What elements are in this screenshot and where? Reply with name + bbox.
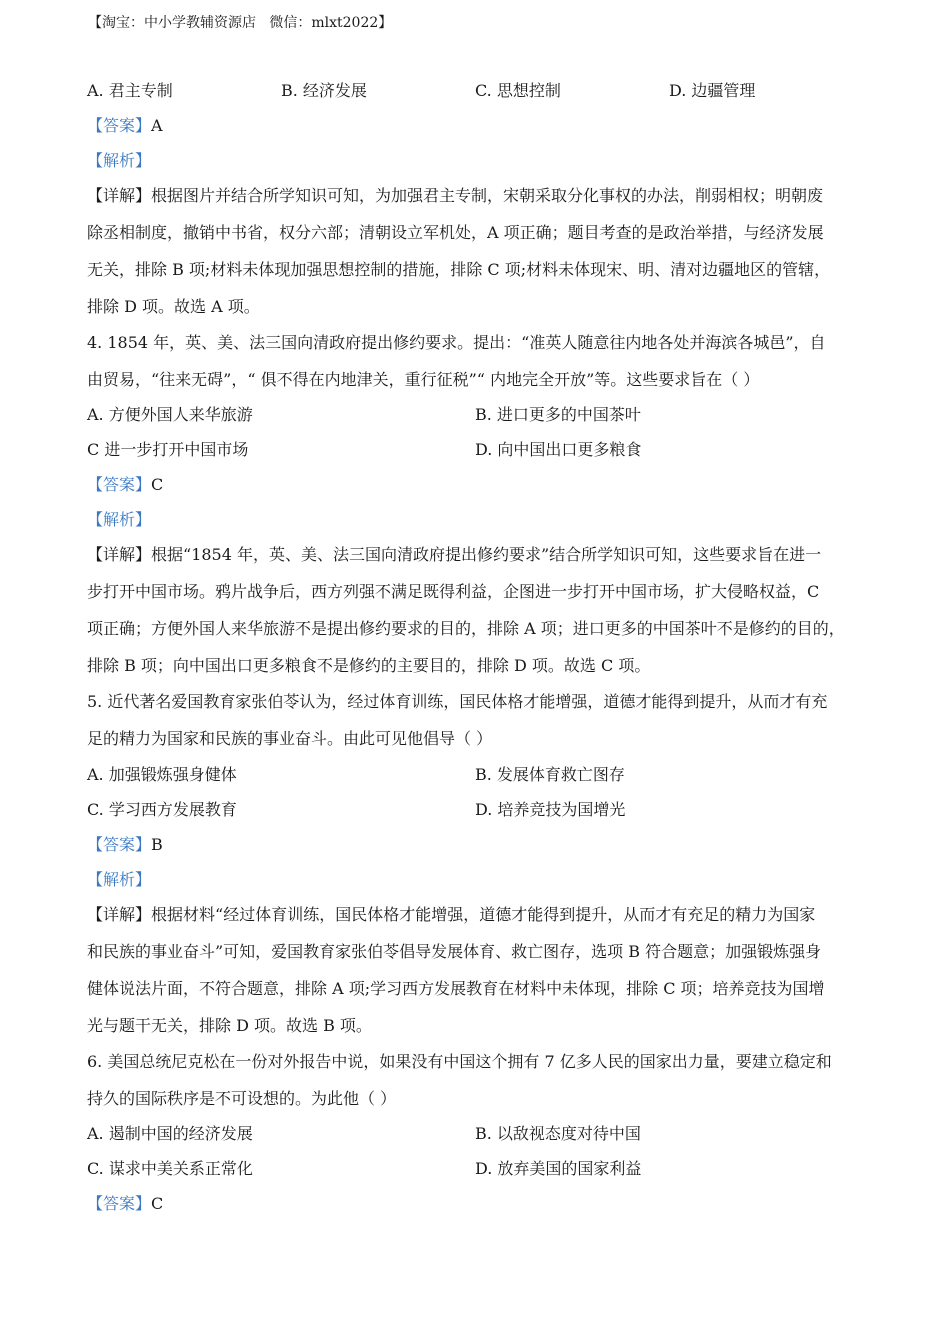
q6-answer: 【答案】C bbox=[87, 1194, 164, 1213]
q5-answer-value: B bbox=[151, 835, 163, 854]
q5-detail-line: 健体说法片面，不符合题意，排除 A 项;学习西方发展教育在材料中未体现，排除 C 项；培养竞技为国增 bbox=[87, 979, 825, 998]
q3-detail-line: 除丞相制度，撤销中书省，权分六部；清朝设立军机处，A 项正确；题目考查的是政治举措，与经济发展 bbox=[87, 223, 824, 242]
q4-stem-line: 由贸易，“往来无碍”，“ 俱不得在内地津关，重行征税”“ 内地完全开放”等。这些要求旨在（ ） bbox=[87, 370, 760, 389]
q3-analysis-label: 【解析】 bbox=[87, 151, 152, 170]
q5-option-b: B. 发展体育救亡图存 bbox=[475, 765, 625, 784]
q5-detail-line: 光与题干无关，排除 D 项。故选 B 项。 bbox=[87, 1016, 372, 1035]
q3-detail-line: 排除 D 项。故选 A 项。 bbox=[87, 297, 260, 316]
q5-stem-line: 足的精力为国家和民族的事业奋斗。由此可见他倡导（ ） bbox=[87, 729, 493, 748]
answer-label: 【答案】 bbox=[87, 116, 152, 135]
q6-stem-line: 持久的国际秩序是不可设想的。为此他（ ） bbox=[87, 1089, 397, 1108]
q5-option-a: A. 加强锻炼强身健体 bbox=[87, 765, 237, 784]
q5-option-c: C. 学习西方发展教育 bbox=[87, 800, 237, 819]
q4-detail-line: 【详解】根据“1854 年，英、美、法三国向清政府提出修约要求”结合所学知识可知，这些要求旨在进一 bbox=[87, 545, 822, 564]
q5-answer: 【答案】B bbox=[87, 835, 163, 854]
q6-option-a: A. 遏制中国的经济发展 bbox=[87, 1124, 253, 1143]
q6-answer-value: C bbox=[151, 1194, 164, 1213]
q4-answer-value: C bbox=[151, 475, 164, 494]
q3-option-b: B. 经济发展 bbox=[281, 81, 367, 100]
q4-detail-line: 项正确；方便外国人来华旅游不是提出修约要求的目的，排除 A 项；进口更多的中国茶叶不是修约的目的， bbox=[87, 619, 845, 638]
q3-option-a: A. 君主专制 bbox=[87, 81, 173, 100]
q4-detail-line: 步打开中国市场。鸦片战争后，西方列强不满足既得利益，企图进一步打开中国市场，扩大侵略权益，C bbox=[87, 582, 820, 601]
q3-detail-line: 无关，排除 B 项;材料未体现加强思想控制的措施，排除 C 项;材料未体现宋、明、清对边疆地区的管辖， bbox=[87, 260, 831, 279]
q6-option-b: B. 以敌视态度对待中国 bbox=[475, 1124, 641, 1143]
q5-stem-line: 5. 近代著名爱国教育家张伯苓认为，经过体育训练，国民体格才能增强，道德才能得到提升，从而才有充 bbox=[87, 692, 828, 711]
q4-option-a: A. 方便外国人来华旅游 bbox=[87, 405, 253, 424]
q3-option-c: C. 思想控制 bbox=[475, 81, 561, 100]
q4-answer: 【答案】C bbox=[87, 475, 164, 494]
q5-option-d: D. 培养竞技为国增光 bbox=[475, 800, 626, 819]
q3-option-d: D. 边疆管理 bbox=[669, 81, 756, 100]
q4-option-b: B. 进口更多的中国茶叶 bbox=[475, 405, 641, 424]
q6-stem-line: 6. 美国总统尼克松在一份对外报告中说，如果没有中国这个拥有 7 亿多人民的国家出力量，要建立稳定和 bbox=[87, 1052, 832, 1071]
q6-option-d: D. 放弃美国的国家利益 bbox=[475, 1159, 642, 1178]
q4-stem-line: 4. 1854 年，英、美、法三国向清政府提出修约要求。提出：“准英人随意往内地各处并海滨各城邑”，自 bbox=[87, 333, 826, 352]
detail-label: 【详解】 bbox=[87, 186, 152, 205]
q3-answer-value: A bbox=[151, 116, 163, 135]
q3-answer bbox=[87, 115, 163, 137]
q5-detail-line: 和民族的事业奋斗”可知，爱国教育家张伯苓倡导发展体育、救亡图存，选项 B 符合题意；加强锻炼强身 bbox=[87, 942, 822, 961]
q4-analysis-label: 【解析】 bbox=[87, 510, 152, 529]
q5-detail-line: 【详解】根据材料“经过体育训练，国民体格才能增强，道德才能得到提升，从而才有充足的精力为国家 bbox=[87, 905, 816, 924]
q4-detail-line: 排除 B 项；向中国出口更多粮食不是修约的主要目的，排除 D 项。故选 C 项。 bbox=[87, 656, 651, 675]
q3-detail-line: 【详解】根据图片并结合所学知识可知，为加强君主专制，宋朝采取分化事权的办法，削弱相权；明朝废 bbox=[87, 186, 824, 205]
q6-option-c: C. 谋求中美关系正常化 bbox=[87, 1159, 253, 1178]
q5-analysis-label: 【解析】 bbox=[87, 870, 152, 889]
source-header: 【淘宝：中小学教辅资源店 微信：mlxt2022】 bbox=[88, 15, 393, 31]
q4-option-c: C 进一步打开中国市场 bbox=[87, 440, 249, 459]
q4-option-d: D. 向中国出口更多粮食 bbox=[475, 440, 642, 459]
